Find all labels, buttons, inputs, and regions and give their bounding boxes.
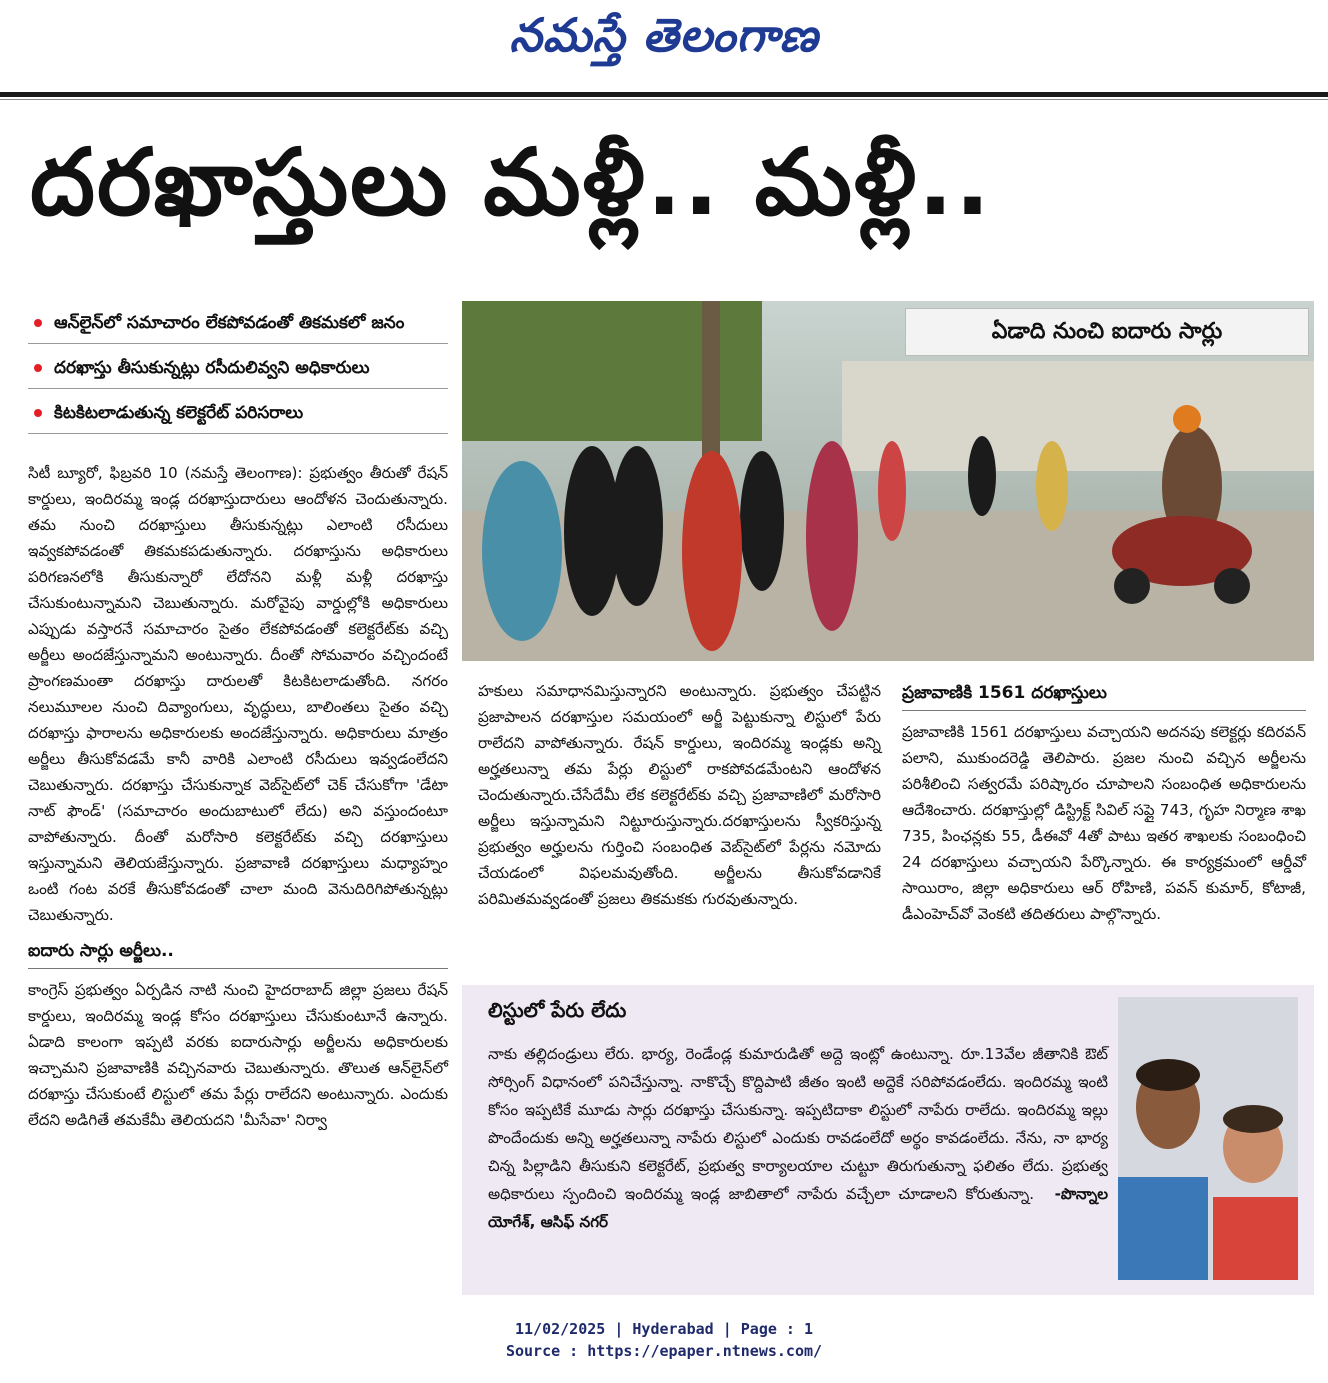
box-title: లిస్టులో పేరు లేదు xyxy=(488,998,627,1022)
highlight-item xyxy=(28,350,448,389)
article-paragraph: సిటీ బ్యూరో, ఫిబ్రవరి 10 (నమస్తే తెలంగాణ): ప్రభుత్వం తీరుతో రేషన్ కార్డులు, ఇందిరమ్మ ఇండ్ల దరఖాస్తుదారులు ఆందోళన చెందుతున్నారు. తమ నుంచి దరఖాస్తులు తీసుకున్నట్లు ఎలాంటి రసీదులు ఇవ్వకపోవడంతో తికమకపడుతున్నారు. దరఖాస్తును అధికారులు పరిగణనలోకి తీసుకున్నారో లేదోనని మళ్లీ మళ్లీ దరఖాస్తు చేసుకుంటున్నామని చెబుతున్నారు. మరోవైపు వార్డుల్లోకి అధికారులు ఎప్పుడు వస్తారనే సమాచారం సైతం లేకపోవడంతో కలెక్టరేట్‌కు వచ్చి అర్జీలు అందజేస్తున్నామని అంటున్నారు. దీంతో సోమవారం వచ్చిందంటే ప్రాంగణమంతా దరఖాస్తు దారులతో కిటకిటలాడుతోంది. నగరం నలుమూలల నుంచి దివ్యాంగులు, వృద్ధులు, బాలింతలు సైతం వచ్చి దరఖాస్తు ఫారాలను అధికారులకు అందజేస్తున్నారు. అధికారులు మాత్రం అర్జీలు తీసుకోవడమే కానీ వారికి ఎలాంటి రసీదులు ఇవ్వడంలేదని చెబుతున్నారు. దరఖాస్తు చేసుకున్నాక వెబ్‌సైట్‌లో చెక్ చేసుకోగా 'డేటా నాట్ ఫౌండ్' (సమాచారం అందుబాటులో లేదు) అని వస్తుందంటూ వాపోతున్నారు. దీంతో మరోసారి కలెక్టరేట్‌కు వచ్చి దరఖాస్తులు ఇస్తున్నామని తెలియజేస్తున్నారు. ప్రజావాణి దరఖాస్తులు మధ్యాహ్నం ఒంటి గంట వరకే తీసుకోవడంతో చాలా మంది వెనుదిరిగిపోతున్నట్లు చెబుతున్నారు. xyxy=(28,464,448,924)
bullet-dot-icon xyxy=(34,364,42,372)
highlight-item xyxy=(28,305,448,344)
box-body xyxy=(488,1040,1108,1236)
bullet-dot-icon xyxy=(34,319,42,327)
highlight-text: దరఖాస్తు తీసుకున్నట్లు రసీదులివ్వని అధికారులు xyxy=(54,358,370,378)
portrait-photo xyxy=(1118,997,1298,1280)
footer xyxy=(0,1318,1328,1362)
left-column xyxy=(28,460,448,1133)
masthead-logo: నమస్తే తెలంగాణ xyxy=(509,8,819,62)
box-byline: -పొన్నాల యోగేశ్, ఆసిఫ్ నగర్ xyxy=(488,1185,1109,1231)
middle-column xyxy=(478,678,881,912)
section-subhead: ప్రజావాణికి 1561 దరఖాస్తులు xyxy=(902,680,1306,711)
article-paragraph: హకులు సమాధానమిస్తున్నారని అంటున్నారు. ప్రభుత్వం చేపట్టిన ప్రజాపాలన దరఖాస్తుల సమయంలో అర్జీ పెట్టుకున్నా లిస్టులో పేరు రాలేదని వాపోతున్నారు. రేషన్ కార్డులు, ఇందిరమ్మ ఇండ్లకు అన్ని అర్హతలున్నా తమ పేర్లు లిస్టులో రాకపోవడమేంటని ఆందోళన చెందుతున్నారు.చేసేదేమీ లేక కలెక్టరేట్‌కు వచ్చి ప్రజావాణిలో మరోసారి అర్జీలు ఇస్తున్నామని నిట్టూరుస్తున్నారు.దరఖాస్తులను స్వీకరిస్తున్న ప్రభుత్వం అర్హులను గుర్తించి సంబంధిత వెబ్‌సైట్‌లో పేర్లను నమోదు చేయడంలో విఫలమవుతోంది. అర్జీలను తీసుకోవడానికే పరిమితమవ్వడంతో ప్రజలు తికమకకు గురవుతున్నారు. xyxy=(478,682,881,908)
headline: దరఖాస్తులు మళ్లీ.. మళ్లీ.. xyxy=(30,129,992,236)
article-paragraph: కాంగ్రెస్ ప్రభుత్వం ఏర్పడిన నాటి నుంచి హైదరాబాద్ జిల్లా ప్రజలు రేషన్ కార్డులు, ఇందిరమ్మ ఇండ్ల కోసం దరఖాస్తులు చేసుకుంటూనే ఉన్నారు. ఏడాది కాలంగా ఇప్పటి వరకు ఐదారుసార్లు అర్జీలను అధికారులకు ఇచ్చామని ప్రజావాణికి వచ్చినవారు చెబుతున్నారు. తొలుత ఆన్‌లైన్‌లో దరఖాస్తు చేసుకుంటే లిస్టులో తమ పేర్లు రాలేదని అంటున్నారు. ఎందుకు లేదని అడిగితే తమకేమీ తెలియదని 'మీసేవా' నిర్వా xyxy=(28,981,448,1129)
masthead-rule xyxy=(0,92,1328,97)
highlight-item xyxy=(28,395,448,434)
masthead-rule-thin xyxy=(0,99,1328,100)
portrait-image xyxy=(1118,997,1298,1280)
section-subhead: ఐదారు సార్లు అర్జీలు.. xyxy=(28,938,448,969)
right-column xyxy=(902,680,1306,927)
footer-date-line: 11/02/2025 | Hyderabad | Page : 1 xyxy=(514,1320,813,1338)
highlight-text: కిటకిటలాడుతున్న కలెక్టరేట్ పరిసరాలు xyxy=(54,403,304,423)
box-quote: నాకు తల్లిదండ్రులు లేరు. భార్య, రెండేండ్ల కుమారుడితో అద్దె ఇంట్లో ఉంటున్నా. రూ.13వేల జీతానికి ఔట్ సోర్సింగ్ విధానంలో పనిచేస్తున్నా. నాకొచ్చే కొద్దిపాటి జీతం ఇంటి అద్దెకే సరిపోవడంలేదు. ఇందిరమ్మ ఇంటి కోసం ఇప్పటికే మూడు సార్లు దరఖాస్తు చేసుకున్నా. ఇప్పటిదాకా లిస్టులో నాపేరు రాలేదు. ఇందిరమ్మ ఇల్లు పొందేందుకు అన్ని అర్హతలున్నా నాపేరు లిస్టులో ఎందుకు రావడంలేదో అర్థం కావడంలేదు. నేను, నా భార్య చిన్న పిల్లాడిని తీసుకుని కలెక్టరేట్, ప్రభుత్వ కార్యాలయాల చుట్టూ తిరుగుతున్నా ఫలితం లేదు. ప్రభుత్వ అధికారులు స్పందించి ఇందిరమ్మ ఇండ్ల జాబితాలో నాపేరు వచ్చేలా చూడాలని కోరుతున్నా. xyxy=(488,1045,1108,1203)
photo-caption: ఏడాది నుంచి ఐదారు సార్లు xyxy=(905,308,1309,356)
footer-source-link[interactable]: Source : https://epaper.ntnews.com/ xyxy=(505,1342,823,1360)
article-paragraph: ప్రజావాణికి 1561 దరఖాస్తులు వచ్చాయని అదనపు కలెక్టర్లు కదిరవన్ పలాని, ముకుందరెడ్డి తెలిపారు. ప్రజల నుంచి వచ్చిన అర్జీలను పరిశీలించి సత్వరమే పరిష్కారం చూపాలని సంబంధిత అధికారులను ఆదేశించారు. దరఖాస్తుల్లో డిస్ట్రిక్ట్ సివిల్ సప్లై 743, గృహ నిర్మాణ శాఖ 735, పింఛన్లకు 55, డీఈవో 4తో పాటు ఇతర శాఖలకు సంబంధించి 24 దరఖాస్తులు వచ్చాయని పేర్కొన్నారు. ఈ కార్యక్రమంలో ఆర్డీవో సాయిరాం, జిల్లా అధికారులు ఆర్ రోహిణి, పవన్ కుమార్, కోటాజీ, డీఎంహెచ్‌వో వెంకటి తదితరులు పాల్గొన్నారు. xyxy=(902,723,1306,923)
highlights-list xyxy=(28,305,448,440)
highlight-text: ఆన్‌లైన్‌లో సమాచారం లేకపోవడంతో తికమకలో జనం xyxy=(54,313,405,333)
bullet-dot-icon xyxy=(34,409,42,417)
